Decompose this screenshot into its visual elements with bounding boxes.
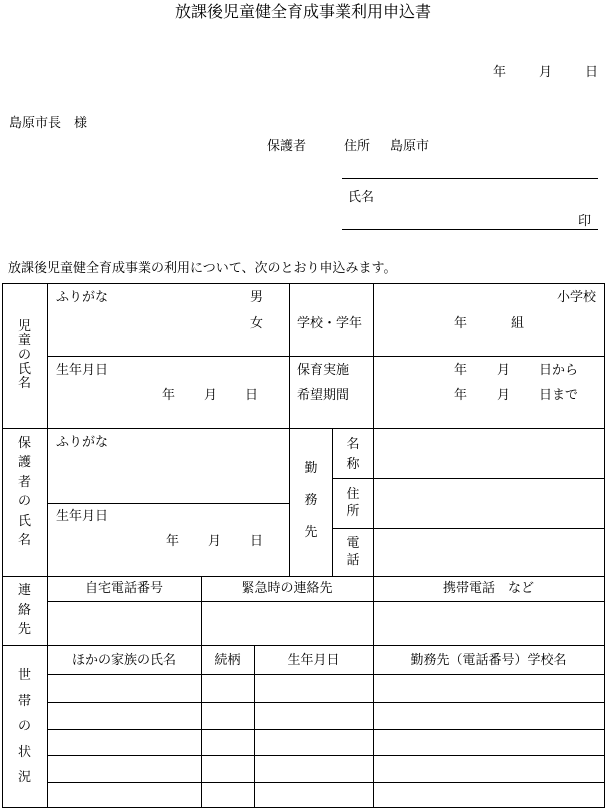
table-row[interactable] [48, 675, 604, 701]
work-name-field[interactable] [376, 431, 601, 475]
period-from-month[interactable]: 月 [497, 363, 511, 378]
period-to-month[interactable]: 月 [497, 388, 511, 403]
intro-text: 放課後児童健全育成事業の利用について、次のとおり申込みます。 [8, 261, 397, 276]
table-row[interactable] [48, 783, 604, 806]
guardian-address-value: 島原市 [390, 139, 430, 154]
child-furigana-label: ふりがな [56, 290, 109, 305]
household-section-label: 世 帯 の 状 況 [17, 668, 31, 785]
child-birth-label: 生年月日 [56, 363, 109, 378]
home-phone-field[interactable] [50, 604, 198, 642]
guardian-name-line[interactable] [342, 229, 598, 230]
table-row[interactable] [48, 703, 604, 728]
parent-birth-month[interactable]: 月 [208, 534, 222, 549]
child-male-option[interactable]: 男 [250, 290, 264, 305]
seal-mark: 印 [578, 214, 592, 229]
guardian-name-label: 氏名 [348, 190, 375, 205]
work-address-field[interactable] [376, 481, 601, 525]
table-row[interactable] [48, 730, 604, 754]
addressee: 島原市長 様 [9, 116, 88, 131]
home-phone-header: 自宅電話番号 [84, 581, 163, 596]
period-label-1: 保育実施 [297, 363, 350, 378]
work-phone-label: 電 話 [346, 536, 360, 568]
work-address-label: 住 所 [346, 487, 360, 519]
period-to-suffix: 日まで [539, 388, 579, 403]
grade-year-label: 年 [454, 316, 468, 331]
child-section-label: 児 童 の 氏 名 [17, 319, 31, 391]
emergency-contact-header: 緊急時の連絡先 [241, 581, 333, 596]
period-label-2: 希望期間 [297, 388, 350, 403]
mobile-phone-header: 携帯電話 など [442, 581, 534, 596]
birth-date-header: 生年月日 [287, 653, 340, 668]
work-phone-field[interactable] [376, 531, 601, 573]
guardian-address-label: 住所 [344, 139, 371, 154]
guardian-label: 保護者 [267, 139, 307, 154]
date-day-label: 日 [585, 65, 599, 80]
school-name-field[interactable] [376, 287, 551, 307]
mobile-phone-field[interactable] [376, 604, 601, 642]
child-female-option[interactable]: 女 [250, 316, 264, 331]
family-name-header: ほかの家族の氏名 [71, 653, 176, 668]
emergency-contact-field[interactable] [204, 604, 370, 642]
school-grade-label: 学校・学年 [297, 316, 363, 331]
parent-birth-day[interactable]: 日 [250, 534, 264, 549]
child-birth-month[interactable]: 月 [204, 388, 218, 403]
parent-section-label: 保 護 者 の 氏 名 [17, 436, 31, 548]
child-birth-day[interactable]: 日 [245, 388, 259, 403]
grade-class-label: 組 [511, 316, 525, 331]
document-title: 放課後児童健全育成事業利用申込書 [174, 2, 431, 21]
parent-birth-year[interactable]: 年 [166, 534, 180, 549]
parent-birth-label: 生年月日 [56, 509, 109, 524]
contact-section-label: 連 絡 先 [17, 583, 31, 637]
period-to-year[interactable]: 年 [454, 388, 468, 403]
guardian-address-line[interactable] [342, 178, 598, 179]
period-from-year[interactable]: 年 [454, 363, 468, 378]
school-suffix: 小学校 [557, 290, 597, 305]
date-month-label: 月 [539, 65, 553, 80]
relation-header: 続柄 [214, 653, 241, 668]
work-label: 勤 務 先 [304, 461, 318, 540]
child-birth-year[interactable]: 年 [162, 388, 176, 403]
period-from-suffix: 日から [539, 363, 579, 378]
table-row[interactable] [48, 756, 604, 781]
work-school-header: 勤務先（電話番号）学校名 [410, 653, 567, 668]
parent-furigana-label: ふりがな [56, 435, 109, 450]
date-year-label: 年 [493, 65, 507, 80]
parent-name-field[interactable] [56, 450, 281, 498]
child-name-field[interactable] [56, 304, 226, 350]
work-name-label: 名 称 [346, 437, 360, 472]
